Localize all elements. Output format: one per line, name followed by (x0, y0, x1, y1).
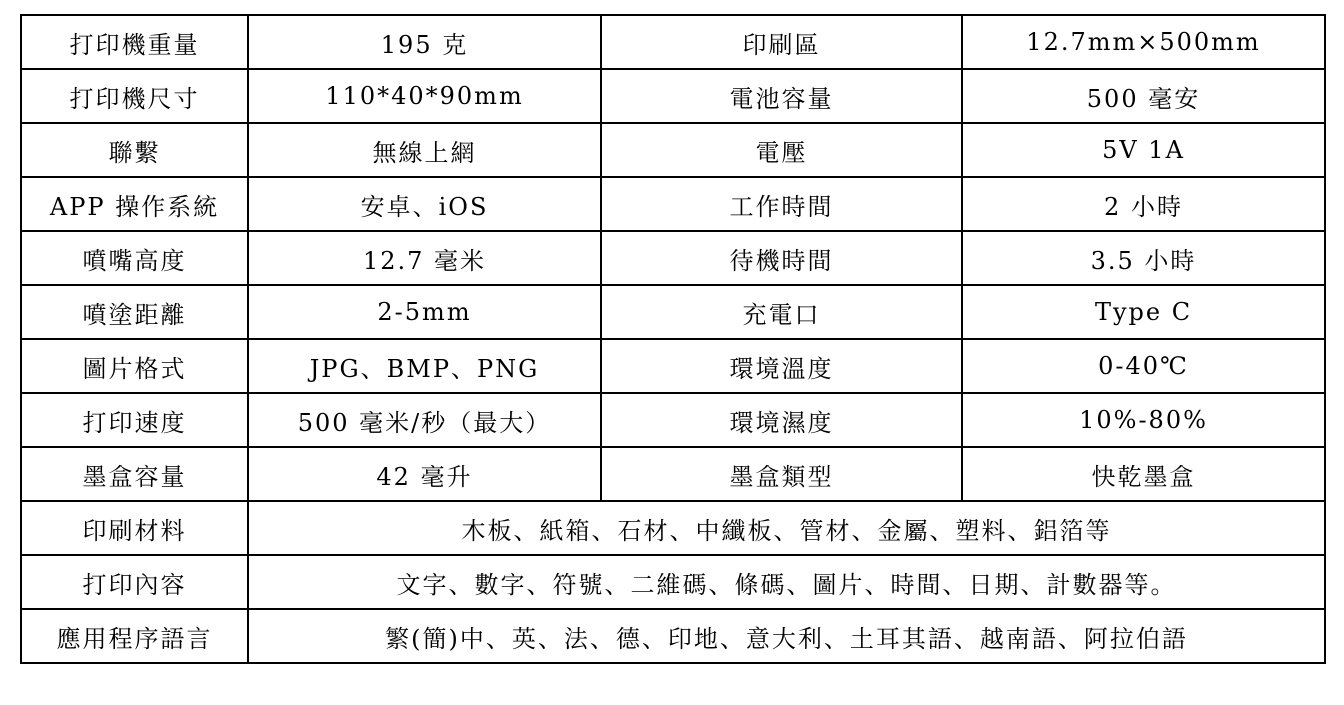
spec-value: 110*40*90mm (248, 69, 601, 123)
spec-label: 環境溫度 (601, 339, 962, 393)
spec-label: 打印機尺寸 (21, 69, 248, 123)
spec-value-wide: 木板、紙箱、石材、中纖板、管材、金屬、塑料、鋁箔等 (248, 501, 1325, 555)
spec-table (20, 14, 1326, 664)
spec-label: APP 操作系統 (21, 177, 248, 231)
spec-label: 墨盒類型 (601, 447, 962, 501)
spec-label: 打印內容 (21, 555, 248, 609)
spec-label: 墨盒容量 (21, 447, 248, 501)
table-row (21, 69, 1325, 123)
spec-value: JPG、BMP、PNG (248, 339, 601, 393)
spec-label: 圖片格式 (21, 339, 248, 393)
spec-value: 安卓、iOS (248, 177, 601, 231)
spec-value: 42 毫升 (248, 447, 601, 501)
spec-label: 打印速度 (21, 393, 248, 447)
table-row (21, 15, 1325, 69)
spec-value-wide: 繁(簡)中、英、法、德、印地、意大利、土耳其語、越南語、阿拉伯語 (248, 609, 1325, 663)
table-row (21, 123, 1325, 177)
table-row (21, 285, 1325, 339)
spec-value: 2 小時 (962, 177, 1325, 231)
spec-value: 0-40℃ (962, 339, 1325, 393)
spec-label: 待機時間 (601, 231, 962, 285)
table-row (21, 393, 1325, 447)
spec-label: 聯繫 (21, 123, 248, 177)
table-row (21, 555, 1325, 609)
spec-value: 快乾墨盒 (962, 447, 1325, 501)
spec-label: 噴塗距離 (21, 285, 248, 339)
spec-value-wide: 文字、數字、符號、二維碼、條碼、圖片、時間、日期、計數器等。 (248, 555, 1325, 609)
table-row (21, 609, 1325, 663)
spec-label: 印刷區 (601, 15, 962, 69)
spec-value: 無線上網 (248, 123, 601, 177)
spec-value: Type C (962, 285, 1325, 339)
spec-label: 工作時間 (601, 177, 962, 231)
spec-label: 電池容量 (601, 69, 962, 123)
spec-value: 5V 1A (962, 123, 1325, 177)
spec-label: 打印機重量 (21, 15, 248, 69)
spec-label: 噴嘴高度 (21, 231, 248, 285)
spec-label: 充電口 (601, 285, 962, 339)
table-row (21, 231, 1325, 285)
spec-value: 3.5 小時 (962, 231, 1325, 285)
table-row (21, 501, 1325, 555)
table-row (21, 177, 1325, 231)
spec-label: 電壓 (601, 123, 962, 177)
table-row (21, 339, 1325, 393)
spec-value: 12.7 毫米 (248, 231, 601, 285)
spec-value: 195 克 (248, 15, 601, 69)
spec-value: 500 毫米/秒（最大） (248, 393, 601, 447)
spec-label: 環境濕度 (601, 393, 962, 447)
spec-label: 印刷材料 (21, 501, 248, 555)
spec-value: 12.7mm×500mm (962, 15, 1325, 69)
spec-value: 10%-80% (962, 393, 1325, 447)
spec-value: 2-5mm (248, 285, 601, 339)
spec-value: 500 毫安 (962, 69, 1325, 123)
table-row (21, 447, 1325, 501)
spec-label: 應用程序語言 (21, 609, 248, 663)
